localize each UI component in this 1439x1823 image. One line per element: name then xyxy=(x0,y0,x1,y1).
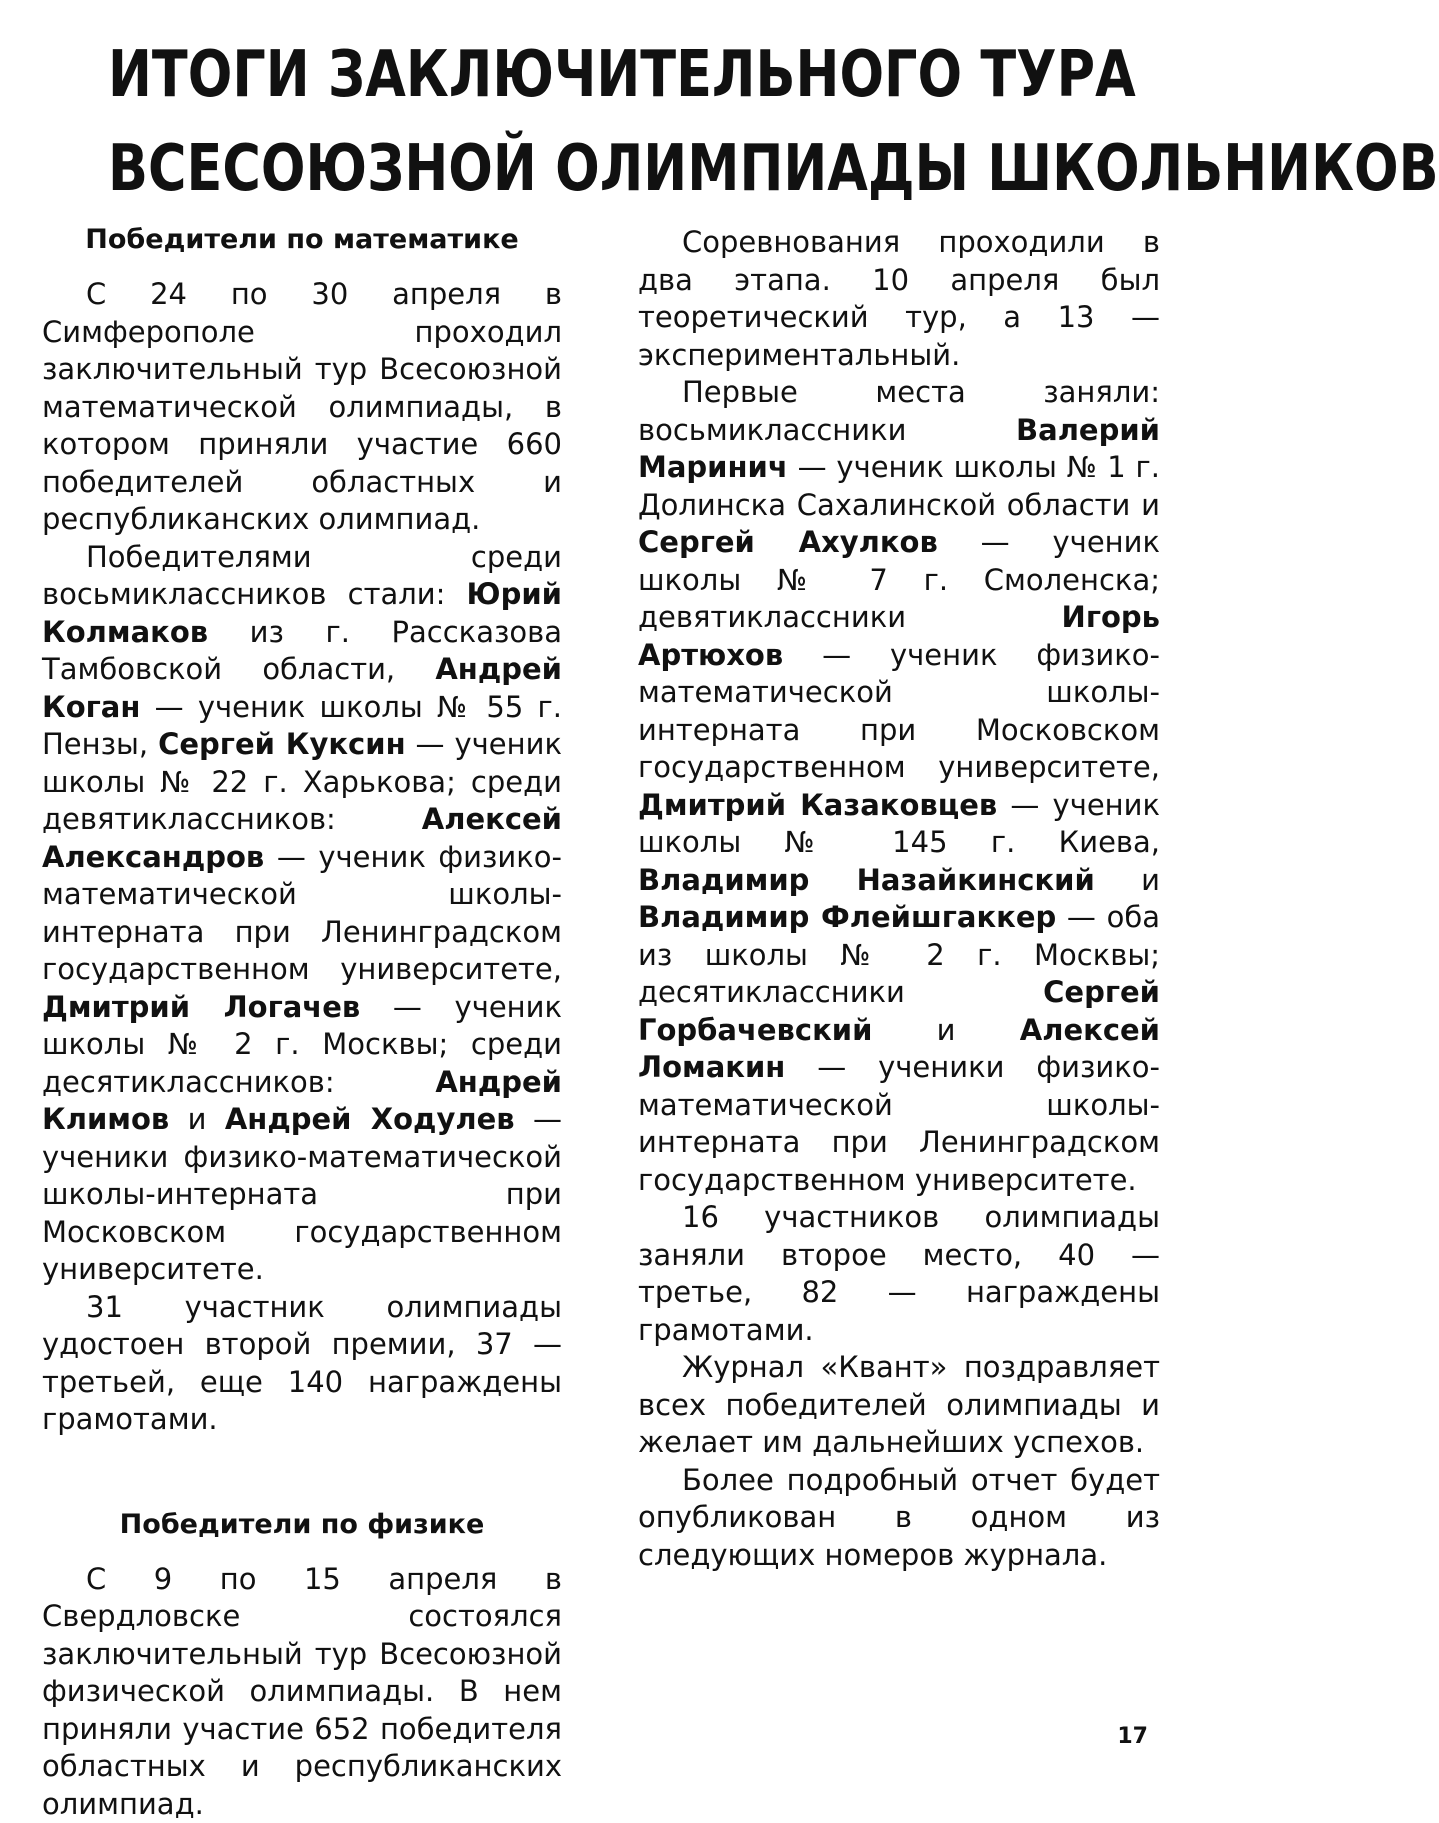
winner-name: Андрей Ходулев xyxy=(225,1102,515,1136)
winner-name: Алексей Александров xyxy=(42,802,562,874)
right-column xyxy=(638,224,1160,1574)
headline-line-1: ИТОГИ ЗАКЛЮЧИТЕЛЬНОГО ТУРА xyxy=(108,28,1092,122)
winner-name: Валерий Маринич xyxy=(638,413,1160,485)
winner-name: Сергей Ахулков xyxy=(638,525,938,559)
physics-paragraph-3: Первые места заняли: восьмиклассники Валерий Маринич — ученик школы № 1 г. Долинска Сахалинской области и Сергей Ахулков — ученик школы № 7 г. Смоленска; девятиклассники Игорь Артюхов — ученик физико-математической школы-интерната при Московском государственном университете, Дмитрий Казаковцев — ученик школы № 145 г. Киева, Владимир Назайкинский и Владимир Флейшгаккер — оба из школы № 2 г. Москвы; десятиклассники Сергей Горбачевский и Алексей Ломакин — ученики физико-математической школы-интерната при Ленинградском государственном университете. xyxy=(638,374,1160,1199)
left-column xyxy=(42,220,562,1823)
winner-name: Андрей Коган xyxy=(42,652,562,724)
winner-name: Алексей Ломакин xyxy=(638,1013,1160,1085)
page-number: 17 xyxy=(1117,1724,1148,1749)
winner-name: Дмитрий Казаковцев xyxy=(638,788,997,822)
headline xyxy=(108,28,1092,216)
headline-line-2: ВСЕСОЮЗНОЙ ОЛИМПИАДЫ ШКОЛЬНИКОВ xyxy=(108,122,1092,216)
winner-name: Юрий Колмаков xyxy=(42,577,562,649)
physics-paragraph-2: Соревнования проходили в два этапа. 10 апреля был теоретический тур, а 13 — экспериментальный. xyxy=(638,224,1160,374)
winner-name: Владимир Назайкинский xyxy=(638,863,1095,897)
physics-paragraph-4: 16 участников олимпиады заняли второе место, 40 — третье, 82 — награждены грамотами. xyxy=(638,1199,1160,1349)
physics-paragraph-6: Более подробный отчет будет опубликован в одном из следующих номеров журнала. xyxy=(638,1462,1160,1575)
math-paragraph-3: 31 участник олимпиады удостоен второй премии, 37 — третьей, еще 140 награждены грамотами. xyxy=(42,1289,562,1439)
winner-name: Дмитрий Логачев xyxy=(42,990,360,1024)
math-paragraph-2: Победителями среди восьмиклассников стали: Юрий Колмаков из г. Рассказова Тамбовской области, Андрей Коган — ученик школы № 55 г. Пензы, Сергей Куксин — ученик школы № 22 г. Харькова; среди девятиклассников: Алексей Александров — ученик физико-математической школы-интерната при Ленинградском государственном университете, Дмитрий Логачев — ученик школы № 2 г. Москвы; среди десятиклассников: Андрей Климов и Андрей Ходулев — ученики физико-математической школы-интерната при Московском государственном университете. xyxy=(42,539,562,1289)
winner-name: Сергей Куксин xyxy=(158,727,406,761)
winner-name: Игорь Артюхов xyxy=(638,600,1160,672)
physics-heading: Победители по физике xyxy=(42,1505,562,1545)
physics-paragraph-5: Журнал «Квант» поздравляет всех победителей олимпиады и желает им дальнейших успехов. xyxy=(638,1349,1160,1462)
math-paragraph-1: С 24 по 30 апреля в Симферополе проходил заключительный тур Всесоюзной математической олимпиады, в котором приняли участие 660 победителей областных и республиканских олимпиад. xyxy=(42,276,562,539)
physics-paragraph-1: С 9 по 15 апреля в Свердловске состоялся заключительный тур Всесоюзной физической олимпиады. В нем приняли участие 652 победителя областных и республиканских олимпиад. xyxy=(42,1561,562,1823)
math-heading: Победители по математике xyxy=(42,220,562,260)
winner-name: Андрей Климов xyxy=(42,1065,562,1137)
winner-name: Сергей Горбачевский xyxy=(638,975,1160,1047)
winner-name: Владимир Флейшгаккер xyxy=(638,900,1056,934)
